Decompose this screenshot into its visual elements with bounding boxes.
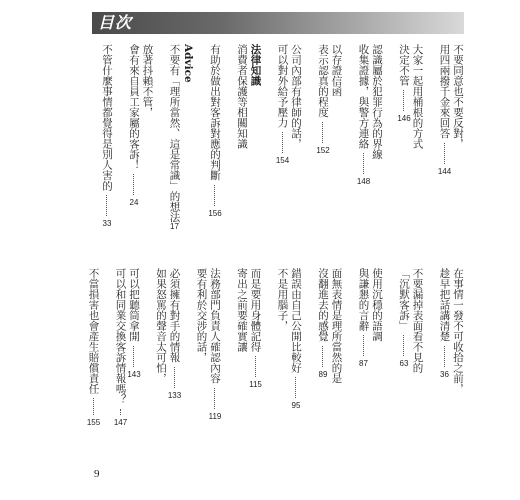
toc-page-number: 143	[127, 369, 141, 379]
toc-entry-text: 不管什麼事情都覺得是別人害的	[101, 44, 113, 191]
toc-entry-text: 與謙懇的言辭	[357, 268, 370, 331]
toc-entry-text: 而是要用身體記得	[249, 268, 262, 352]
toc-page-number: 95	[291, 401, 301, 410]
toc-entry-text: 公司內部有律師的話，	[290, 44, 302, 149]
toc-leader-dots	[363, 153, 364, 174]
toc-entry-text: 不當損害也會產生賠償責任	[87, 268, 100, 394]
toc-entry-line[interactable]	[250, 268, 262, 352]
toc-entry-text: 收集證據，與警方連絡	[357, 44, 370, 149]
toc-leader-dots	[133, 346, 134, 367]
toc-header-bar	[92, 12, 464, 34]
toc-page-number: 36	[440, 369, 449, 379]
toc-entry-line[interactable]	[317, 268, 329, 342]
toc-category-label: Advice	[182, 44, 194, 83]
toc-entry-line[interactable]	[155, 268, 167, 384]
toc-entry-text: 必須擁有對手的情報	[168, 268, 181, 363]
toc-entry-text: 沒翻進去的感覺	[317, 268, 329, 342]
toc-entry-line[interactable]	[439, 44, 451, 139]
toc-leader-dots	[363, 335, 364, 356]
toc-entry-text: 不要有「理所當然、這是常識」的想法	[168, 44, 181, 223]
toc-category-label: 法律知識	[249, 44, 262, 86]
toc-entry-text: 認識屬於犯罪行為的界線	[371, 44, 383, 160]
toc-leader-dots	[282, 132, 283, 153]
toc-entry-line[interactable]	[452, 268, 464, 394]
toc-entry-text: 用四兩撥千金來回答	[438, 44, 451, 139]
toc-page-number: 119	[208, 411, 222, 421]
toc-page-number: 87	[359, 359, 368, 368]
toc-leader-dots	[403, 90, 404, 111]
toc-entry-text: 決定不管	[398, 44, 410, 86]
toc-entry-text: 以存證信函	[330, 44, 343, 97]
toc-entry-line[interactable]	[371, 268, 383, 342]
toc-entry-line[interactable]	[331, 268, 343, 384]
toc-entry-line[interactable]	[331, 44, 343, 97]
toc-page-number: 144	[437, 166, 452, 176]
toc-entry-line[interactable]	[115, 268, 127, 405]
toc-leader-dots	[295, 377, 296, 398]
toc-entry-text: 「沉默客訴」	[398, 268, 410, 331]
toc-leader-dots	[322, 122, 323, 143]
toc-entry-line[interactable]	[277, 44, 289, 128]
toc-entry-line[interactable]	[398, 268, 410, 331]
toc-entry-line[interactable]	[88, 268, 100, 394]
toc-leader-dots	[322, 346, 323, 367]
toc-entry-text: 要有利於交涉的話，	[195, 268, 208, 363]
toc-entry-line[interactable]	[290, 44, 302, 149]
toc-entry-line[interactable]	[142, 44, 154, 118]
toc-entry-text: 表示認真的程度	[317, 44, 329, 118]
toc-entry-line[interactable]	[169, 44, 181, 223]
toc-category-heading	[250, 44, 262, 86]
page-number: 9	[94, 468, 100, 480]
toc-entry-text: 在事情一發不可收拾之前，	[452, 268, 464, 394]
toc-entry-line[interactable]	[236, 44, 248, 149]
toc-entry-text: 使用沉穩的語調	[371, 268, 383, 342]
toc-leader-dots	[214, 388, 215, 409]
toc-page-number: 63	[399, 359, 409, 368]
toc-leader-dots	[174, 367, 175, 388]
toc-entry-text: 如果怒罵的聲音太可怕，	[155, 268, 167, 384]
toc-page-number: 146	[397, 114, 411, 123]
toc-entry-line[interactable]	[196, 268, 208, 363]
toc-entry-text: 可以和同業交換客訴情報嗎？	[114, 268, 127, 405]
toc-entry-line[interactable]	[371, 44, 383, 160]
toc-entry-text: 有助於做出對客訴對應的判斷	[209, 44, 221, 181]
toc-entry-line[interactable]	[101, 44, 113, 191]
toc-page-number: 17	[170, 222, 179, 231]
toc-entry-text: 放著抖賴不管，	[141, 44, 154, 118]
toc-entry-line[interactable]	[398, 44, 410, 86]
toc-page-number: 154	[275, 156, 290, 165]
toc-page-number: 156	[208, 208, 222, 218]
toc-entry-text: 大家一起用桶根的方式	[411, 44, 424, 149]
toc-leader-dots	[444, 143, 445, 164]
toc-entry-text: 不要漏掉表面看不見的	[411, 268, 424, 373]
toc-page-number: 133	[167, 390, 182, 400]
toc-title: 目次	[98, 13, 133, 32]
toc-leader-dots	[444, 346, 445, 367]
toc-entry-line[interactable]	[290, 268, 302, 373]
toc-leader-dots	[120, 409, 121, 416]
toc-leader-dots	[403, 335, 404, 356]
toc-category-heading	[182, 44, 194, 83]
toc-page-number: 148	[356, 177, 371, 186]
toc-entry-text: 寄出之前要確實讓	[236, 268, 248, 352]
toc-entry-line[interactable]	[209, 44, 221, 181]
toc-entry-line[interactable]	[236, 268, 248, 352]
toc-page-number: 33	[102, 219, 112, 228]
toc-page-number: 147	[113, 418, 128, 427]
toc-leader-dots	[93, 398, 94, 415]
toc-entry-text: 法務部門負責人確認內容	[209, 268, 221, 384]
toc-entry-text: 可以對外給予壓力	[276, 44, 289, 128]
toc-page-number: 24	[129, 198, 139, 207]
toc-entry-line[interactable]	[128, 44, 140, 170]
toc-entry-text: 可以把聽筒拿開	[128, 268, 140, 342]
toc-page-number: 89	[318, 369, 328, 379]
toc-entry-line[interactable]	[317, 44, 329, 118]
toc-entry-line[interactable]	[439, 268, 451, 342]
toc-entry-line[interactable]	[412, 268, 424, 373]
toc-entry-text: 消費者保護等相關知識	[236, 44, 248, 149]
toc-leader-dots	[133, 174, 134, 195]
toc-entry-line[interactable]	[209, 268, 221, 384]
toc-page-number: 152	[316, 145, 330, 155]
toc-entry-line[interactable]	[452, 44, 464, 149]
toc-entry-text: 面無表情是理所當然的是	[330, 268, 343, 384]
toc-entry-line[interactable]	[277, 268, 289, 331]
toc-entry-text: 不要同意也不要反對，	[452, 44, 464, 149]
toc-entry-line[interactable]	[169, 268, 181, 363]
toc-entry-line[interactable]	[358, 44, 370, 149]
toc-entry-line[interactable]	[358, 268, 370, 331]
toc-page-number: 115	[249, 380, 262, 389]
toc-entry-text: 會有來自員工家屬的客訴！	[128, 44, 140, 170]
toc-entry-text: 趁早把話講清楚	[438, 268, 451, 342]
toc-leader-dots	[214, 185, 215, 206]
toc-leader-dots	[255, 356, 256, 377]
toc-entry-text: 不是用腦子，	[276, 268, 289, 331]
toc-page-number: 155	[86, 418, 101, 427]
toc-leader-dots	[106, 195, 107, 216]
toc-entry-text: 錯誤由自己公開比較好	[290, 268, 302, 373]
toc-entry-line[interactable]	[128, 268, 140, 342]
toc-entry-line[interactable]	[412, 44, 424, 149]
